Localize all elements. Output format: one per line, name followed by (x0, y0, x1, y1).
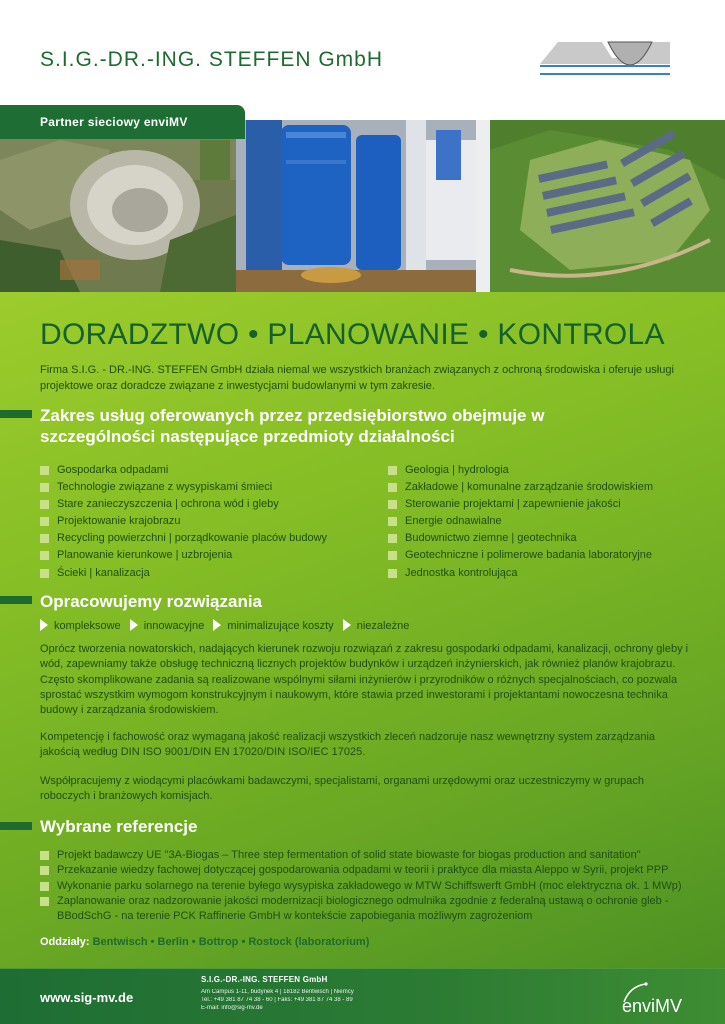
footer (0, 968, 725, 1024)
references-list (40, 848, 700, 924)
solution-attributes (40, 619, 415, 632)
envimv-logo-icon (610, 982, 690, 1020)
website-link[interactable]: www.sig-mv.de (40, 990, 134, 1005)
sig-logo-icon (540, 36, 670, 88)
company-name: S.I.G.-DR.-ING. STEFFEN GmbH (40, 48, 384, 71)
solutions-paragraph-3: Współpracujemy z wiodącymi placówkami badawczymi, specjalistami, organami urzędowymi oraz uczestniczymy w grupach roboczych i branżowych komisjach. (40, 775, 644, 803)
section-marker (0, 410, 32, 418)
solutions-paragraph-1: Oprócz tworzenia nowatorskich, nadających kierunek rozwoju rozwiązań z zakresu gospodarki odpadami, kanalizacji, ochrony gleby i wód, zapewniamy także obsługę techniczną licznych projektów budynków i urządzeń inżynierskich, jak również planów krajobrazu. Często skomplikowane zadania są realizowane wspólnymi siłami inżynierów i przyrodników o różnych specjalnościach, co pozwala sprostać wszystkim wymogom konstrukcyjnym i naukowym, które stawia przed inwestorami i projektantami nowoczesna technika budowy i zarządzania środowiskiem. (40, 643, 689, 717)
footer-phone: Tel.: +49 381 87 74 38 - 60 | Faks: +49 381 87 74 38 - 89 (201, 997, 353, 1003)
list-item: Ścieki | kanalizacja (40, 565, 327, 582)
quarry-aerial-photo (0, 120, 236, 292)
photo-strip (0, 120, 725, 292)
lab-barrels-photo (236, 120, 490, 292)
section-marker (0, 596, 32, 604)
branches-label: Oddziały: (40, 936, 90, 948)
intro-text: Firma S.I.G. - DR.-ING. STEFFEN GmbH działa niemal we wszystkich branżach związanych z ochroną środowiska i oferuje usługi projektowe oraz doradcze związane z inwestycjami budowlanymi w tym zakresie. (40, 364, 674, 392)
reference-item: Zaplanowanie oraz nadzorowanie jakości modernizacji biologicznego odmulnika zgodnie z federalną ustawą o ochronie gleb - BBodSchG - na terenie PCK Raffinerie GmbH w kontekście zapobiegania możliwym zagrożeniom (40, 894, 700, 925)
references-heading: Wybrane referencje (40, 817, 198, 836)
list-item: Energie odnawialne (388, 513, 653, 530)
footer-street: Am Campus 1-11, budynek 4 | 18182 Bentwisch | Niemcy (201, 989, 354, 995)
footer-divider (0, 968, 725, 969)
list-item: Geologia | hydrologia (388, 462, 653, 479)
solutions-paragraph-2: Kompetencję i fachowość oraz wymaganą jakość realizacji wszystkich zleceń nadzoruje nasz wewnętrzny system zarządzania jakością według DIN ISO 9001/DIN EN 17020/DIN ISO/IEC 17025. (40, 731, 656, 759)
services-list-left (40, 462, 327, 582)
branches (40, 936, 369, 948)
list-item: Zakładowe | komunalne zarządzanie środowiskiem (388, 479, 653, 496)
list-item: Recycling powierzchni | porządkowanie placów budowy (40, 530, 327, 547)
footer-email[interactable]: E-mail: info@sig-mv.de (201, 1005, 263, 1011)
reference-item: Projekt badawczy UE "3A-Biogas – Three step fermentation of solid state biowaste for biogas production and sanitation" (40, 848, 700, 863)
header (0, 0, 725, 105)
services-list-right (388, 462, 653, 582)
attribute: niezależne (356, 620, 410, 632)
scope-heading: Zakres usług oferowanych przez przedsiębiorstwo obejmuje w szczególności następujące przedmioty działalności (40, 406, 545, 446)
arrow-right-icon (343, 619, 351, 631)
list-item: Geotechniczne i polimerowe badania laboratoryjne (388, 547, 653, 564)
arrow-right-icon (130, 619, 138, 631)
branches-list: Bentwisch • Berlin • Bottrop • Rostock (laboratorium) (92, 936, 370, 948)
list-item: Sterowanie projektami | zapewnienie jakości (388, 496, 653, 513)
partner-tab (0, 105, 245, 139)
list-item: Stare zanieczyszczenia | ochrona wód i gleby (40, 496, 327, 513)
list-item: Gospodarka odpadami (40, 462, 327, 479)
attribute: minimalizujące koszty (227, 620, 334, 632)
attribute: kompleksowe (54, 620, 121, 632)
reference-item: Wykonanie parku solarnego na terenie byłego wysypiska zakładowego w MTW Schiffswerft GmbH (moc elektryczna ok. 1 MWp) (40, 879, 700, 894)
partner-label: Partner sieciowy enviMV (40, 115, 188, 129)
list-item: Technologie związane z wysypiskami śmieci (40, 479, 327, 496)
footer-address (201, 975, 354, 1012)
footer-company: S.I.G.-DR.-ING. STEFFEN GmbH (201, 975, 328, 984)
list-item: Projektowanie krajobrazu (40, 513, 327, 530)
section-marker (0, 822, 32, 830)
solutions-heading: Opracowujemy rozwiązania (40, 592, 263, 611)
list-item: Planowanie kierunkowe | uzbrojenia (40, 547, 327, 564)
envimv-brand: enviMV (622, 996, 683, 1016)
solar-park-photo (490, 120, 725, 292)
list-item: Budownictwo ziemne | geotechnika (388, 530, 653, 547)
reference-item: Przekazanie wiedzy fachowej dotyczącej gospodarowania odpadami w teorii i praktyce dla miasta Aleppo w Syrii, projekt PPP (40, 863, 700, 878)
headline: DORADZTWO • PLANOWANIE • KONTROLA (40, 318, 665, 351)
attribute: innowacyjne (143, 620, 205, 632)
arrow-right-icon (40, 619, 48, 631)
arrow-right-icon (213, 619, 221, 631)
list-item: Jednostka kontrolująca (388, 565, 653, 582)
